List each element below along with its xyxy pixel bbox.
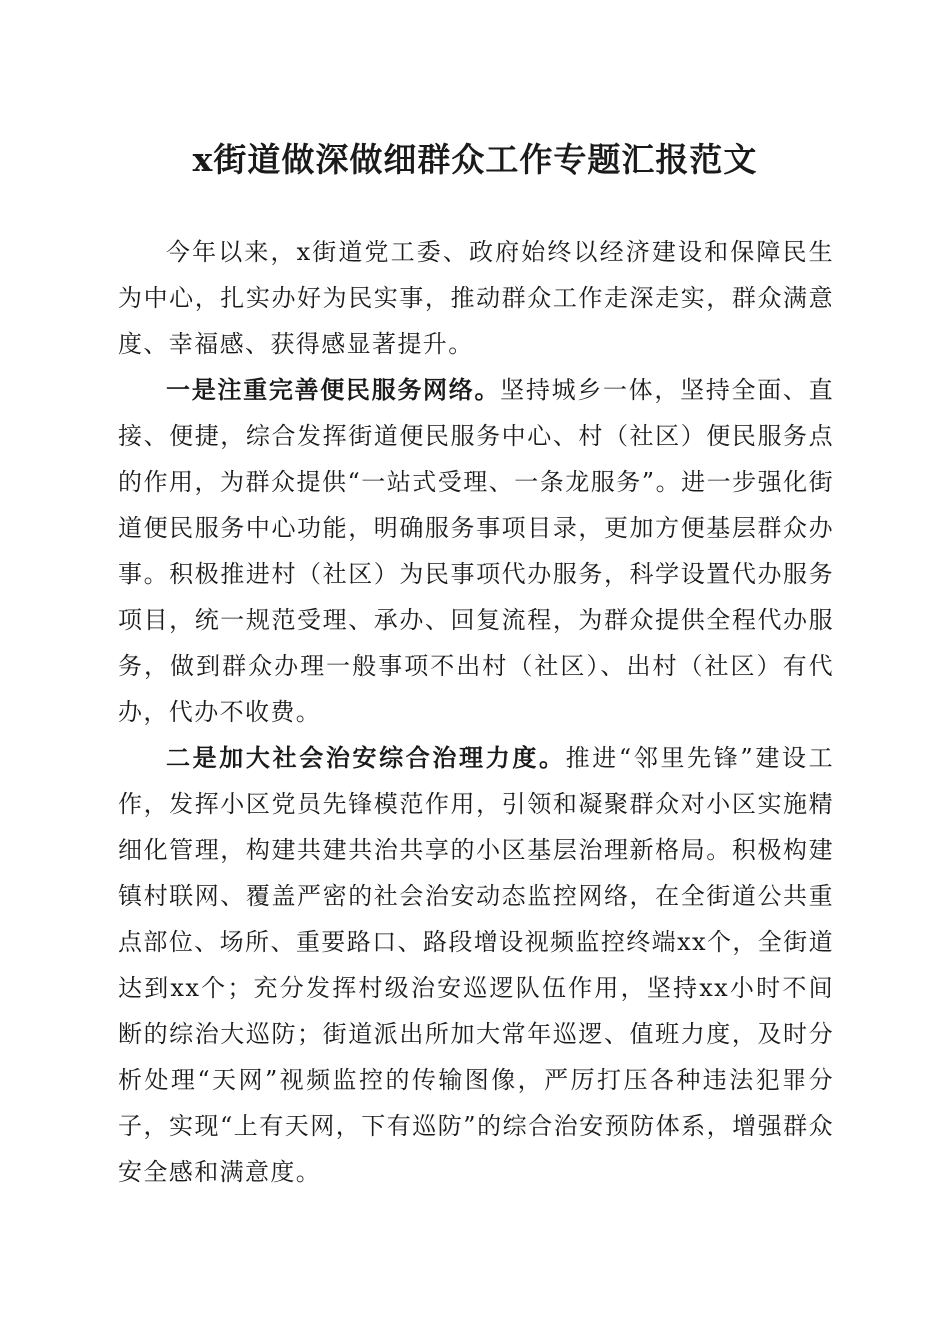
- paragraph-public-security: [118, 735, 834, 1195]
- paragraph-lead: 一是注重完善便民服务网络。: [166, 375, 501, 404]
- paragraph-text: 推进“邻里先锋”建设工作，发挥小区党员先锋模范作用，引领和凝聚群众对小区实施精细化管理，构建共建共治共享的小区基层治理新格局。积极构建镇村联网、覆盖严密的社会治安动态监控网络，在全街道公共重点部位、场所、重要路口、路段增设视频监控终端xx个，全街道达到xx个；充分发挥村级治安巡逻队伍作用，坚持xx小时不间断的综治大巡防；街道派出所加大常年巡逻、值班力度，及时分析处理“天网”视频监控的传输图像，严厉打压各种违法犯罪分子，实现“上有天网，下有巡防”的综合治安预防体系，增强群众安全感和满意度。: [118, 744, 834, 1186]
- document-body: [118, 229, 834, 1195]
- paragraph-intro: [118, 229, 834, 367]
- document-title: x街道做深做细群众工作专题汇报范文: [192, 140, 758, 179]
- paragraph-text: 坚持城乡一体，坚持全面、直接、便捷，综合发挥街道便民服务中心、村（社区）便民服务点的作用，为群众提供“一站式受理、一条龙服务”。进一步强化街道便民服务中心功能，明确服务事项目录，更加方便基层群众办事。积极推进村（社区）为民事项代办服务，科学设置代办服务项目，统一规范受理、承办、回复流程，为群众提供全程代办服务，做到群众办理一般事项不出村（社区）、出村（社区）有代办，代办不收费。: [118, 376, 835, 726]
- paragraph-text: 今年以来，x街道党工委、政府始终以经济建设和保障民生为中心，扎实办好为民实事，推动群众工作走深走实，群众满意度、幸福感、获得感显著提升。: [118, 238, 834, 358]
- paragraph-service-network: [118, 367, 834, 735]
- paragraph-lead: 二是加大社会治安综合治理力度。: [166, 743, 566, 772]
